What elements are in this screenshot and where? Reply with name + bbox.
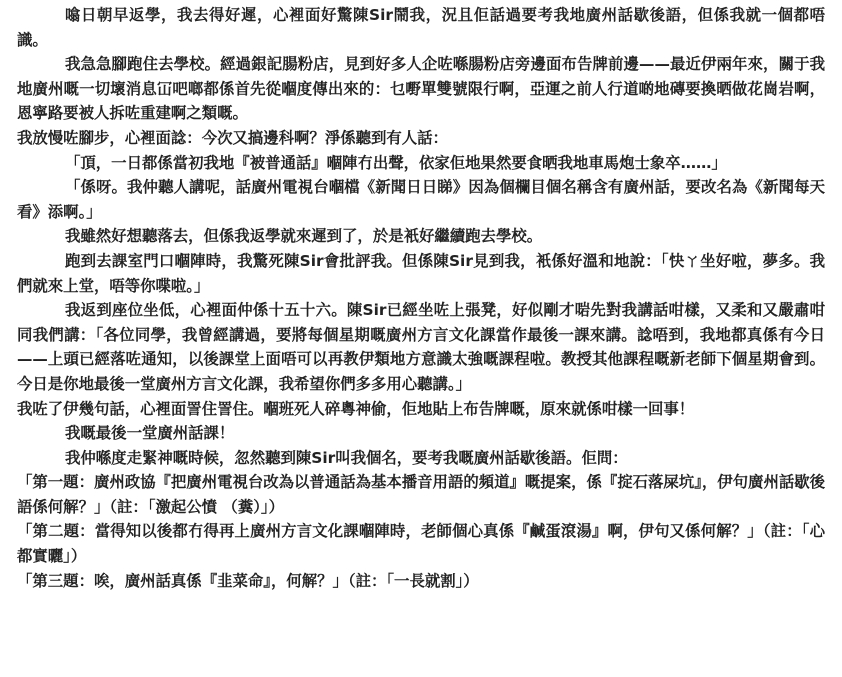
- paragraph-9: 我咗了伊幾句話，心裡面詈住詈住。嗰班死人碎粵神偷，佢地貼上布告牌嘅，原來就係咁樣一回事！: [17, 399, 695, 418]
- paragraph-4: 「頂，一日都係當初我地『被普通話』嗰陣冇出聲，依家佢地果然要食晒我地車馬炮士象卒……」: [65, 153, 727, 172]
- paragraph-10: 我嘅最後一堂廣州話課！: [65, 424, 235, 443]
- question-3: 「第三題：唉，廣州話真係『韭菜命』，何解？」（註：「一長就割」）: [17, 571, 479, 590]
- article-body: [17, 3, 825, 593]
- paragraph-11: 我仲喺度走緊神嘅時候，忽然聽到陳Sir叫我個名，要考我嘅廣州話歇後語。佢問：: [65, 448, 628, 467]
- paragraph-7: 跑到去課室門口嗰陣時，我驚死陳Sir會批評我。但係陳Sir見到我，衹係好溫和地說：「快ㄚ坐好啦，夢多。我們就來上堂，唔等你喋啦。」: [17, 251, 825, 295]
- question-1: 「第一題：廣州政協『把廣州電視台改為以普通話為基本播音用語的頻道』嘅提案，係『掟石落屎坑』，伊句廣州話歇後語係何解？」（註：「激起公憤 （糞）」）: [17, 473, 826, 516]
- paragraph-1: 噏日朝早返學，我去得好遲，心裡面好驚陳Sir鬧我，況且佢話過要考我地廣州話歇後語，但係我就一個都唔識。: [17, 6, 825, 49]
- paragraph-5: 「係呀。我仲聽人講呢，話廣州電視台嗰檔《新聞日日睇》因為個欄目個名稱含有廣州話，要改名為《新聞每天看》添啊。」: [17, 178, 825, 221]
- paragraph-8: 我返到座位坐低，心裡面仲係十五十六。陳Sir已經坐咗上張凳，好似剛才啱先對我講話咁樣，又柔和又嚴肅咁同我們講：「各位同學，我曾經講過，要將每個星期嘅廣州方言文化課當作最後一課來講。諗唔到，我地都真係有今日——上頭已經落咗通知，以後課堂上面唔可以再教伊類地方意識太強嘅課程啦。教授其他課程嘅新老師下個星期會到。今日是你地最後一堂廣州方言文化課，我希望你們多多用心聽講。」: [17, 301, 825, 393]
- question-2: 「第二題：當得知以後都冇得再上廣州方言文化課嗰陣時，老師個心真係『鹹蛋滾湯』啊，伊句又係何解？」（註：「心都實曬」）: [17, 522, 825, 566]
- paragraph-6: 我雖然好想聽落去，但係我返學就來遲到了，於是衹好繼續跑去學校。: [65, 227, 543, 246]
- paragraph-3: 我放慢咗腳步，心裡面諗：今次又搞邊科啊？淨係聽到有人話：: [17, 128, 448, 147]
- paragraph-2: 我急急腳跑住去學校。經過銀記腸粉店，見到好多人企咗喺腸粉店旁邊面布告牌前邊——最近伊兩年來，關于我地廣州嘅一切壞消息冚吧啷都係首先從嗰度傳出來的：乜嘢單雙號限行啊，亞運之前人行道啲地磚要換晒做花崗岩啊，恩寧路要被人拆咗重建啊之類嘅。: [17, 55, 825, 123]
